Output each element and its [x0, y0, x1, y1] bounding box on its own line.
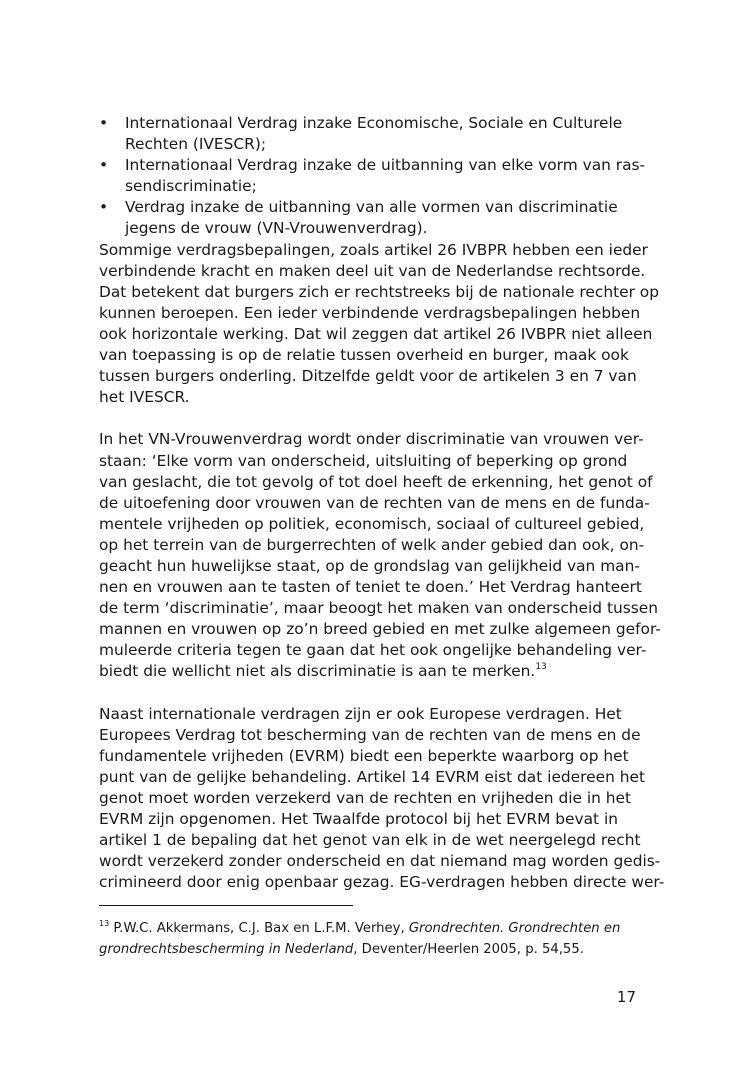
paragraph-line-text: biedt die wellicht niet als discriminatie is aan te merken. — [99, 662, 536, 681]
page-number: 17 — [616, 988, 636, 1006]
list-item — [99, 197, 639, 239]
footnote-publication: , Deventer/Heerlen 2005, p. 54,55. — [353, 942, 584, 957]
footnote-divider — [99, 905, 353, 906]
paragraph-line: wordt verzekerd zonder onderscheid en dat niemand mag worden gedis- — [99, 852, 661, 871]
bullet-icon: • — [99, 114, 109, 132]
paragraph-line: staan: ‘Elke vorm van onderscheid, uitsluiting of beperking op grond — [99, 451, 628, 470]
paragraph-line: van geslacht, die tot gevolg of tot doel heeft de erkenning, het genot of — [99, 472, 653, 491]
footnote-title-continued: grondrechtsbescherming in Nederland — [99, 942, 354, 957]
paragraph-line: verbindende kracht en maken deel uit van de Nederlandse rechtsorde. — [99, 261, 646, 280]
paragraph-line: mannen en vrouwen op zo’n breed gebied en met zulke algemeen gefor- — [99, 620, 661, 639]
paragraph-line: Dat betekent dat burgers zich er rechtstreeks bij de nationale rechter op — [99, 282, 659, 301]
paragraph-line: fundamentele vrijheden (EVRM) biedt een beperkte waarborg op het — [99, 746, 629, 765]
paragraph-line: In het VN-Vrouwenverdrag wordt onder discriminatie van vrouwen ver- — [99, 430, 644, 449]
paragraph-line: de uitoefening door vrouwen van de rechten van de mens en de funda- — [99, 493, 650, 512]
paragraph-line: crimineerd door enig openbaar gezag. EG-verdragen hebben directe wer- — [99, 873, 665, 892]
paragraph-spacer — [99, 683, 639, 704]
list-item-line: jegens de vrouw (VN-Vrouwenverdrag). — [125, 219, 428, 238]
page-body — [99, 113, 665, 893]
paragraph-spacer — [99, 408, 639, 429]
paragraph-european-treaties — [99, 704, 665, 894]
paragraph-line: Naast internationale verdragen zijn er ook Europese verdragen. Het — [99, 704, 622, 723]
footnote-authors: P.W.C. Akkermans, C.J. Bax en L.F.M. Verhey, — [109, 921, 409, 936]
footnote-number: 13 — [99, 918, 110, 928]
paragraph-line: EVRM zijn opgenomen. Het Twaalfde protocol bij het EVRM bevat in — [99, 810, 618, 829]
footnote — [99, 918, 639, 960]
footnote-line — [99, 939, 639, 960]
list-item-line: sendiscriminatie; — [125, 177, 257, 196]
bullet-icon: • — [99, 156, 109, 175]
list-item-line: Rechten (IVESCR); — [125, 135, 267, 154]
paragraph-line: ook horizontale werking. Dat wil zeggen dat artikel 26 IVBPR niet alleen — [99, 324, 653, 343]
list-item — [99, 113, 639, 155]
footnote-title: Grondrechten. Grondrechten en — [408, 921, 621, 936]
paragraph-line: genot moet worden verzekerd van de rechten en vrijheden die in het — [99, 789, 632, 807]
paragraph-line: het IVESCR. — [99, 388, 190, 407]
paragraph-line: kunnen beroepen. Een ieder verbindende verdragsbepalingen hebben — [99, 303, 641, 322]
paragraph-line: Europees Verdrag tot bescherming van de rechten van de mens en de — [99, 725, 641, 744]
paragraph-line: de term ‘discriminatie’, maar beoogt het maken van onderscheid tussen — [99, 599, 659, 618]
bullet-list — [99, 113, 646, 240]
footnote-line — [99, 918, 639, 939]
list-item-line: Internationaal Verdrag inzake Economische, Sociale en Culturele — [125, 114, 623, 132]
paragraph-line: muleerde criteria tegen te gaan dat het ook ongelijke behandeling ver- — [99, 641, 647, 660]
paragraph-cedaw-definition — [99, 429, 661, 682]
paragraph-line: tussen burgers onderling. Ditzelfde geldt voor de artikelen 3 en 7 van — [99, 367, 637, 386]
paragraph-line: Sommige verdragsbepalingen, zoals artikel 26 IVBPR hebben een ieder — [99, 240, 648, 259]
paragraph-line: van toepassing is op de relatie tussen overheid en burger, maak ook — [99, 346, 629, 365]
paragraph-line: mentele vrijheden op politiek, economisch, sociaal of cultureel gebied, — [99, 514, 645, 533]
paragraph-line — [99, 661, 639, 682]
paragraph-legal-effect — [99, 240, 659, 409]
footnote-reference[interactable]: 13 — [535, 662, 547, 673]
paragraph-line: punt van de gelijke behandeling. Artikel 14 EVRM eist dat iedereen het — [99, 767, 645, 786]
list-item-line: Verdrag inzake de uitbanning van alle vormen van discriminatie — [125, 198, 618, 217]
paragraph-line: geacht hun huwelijkse staat, op de grondslag van gelijkheid van man- — [99, 556, 640, 575]
paragraph-line: nen en vrouwen aan te tasten of teniet te doen.’ Het Verdrag hanteert — [99, 578, 642, 597]
paragraph-line: op het terrein van de burgerrechten of welk ander gebied dan ook, on- — [99, 535, 645, 554]
bullet-icon: • — [99, 198, 109, 217]
list-item-line: Internationaal Verdrag inzake de uitbanning van elke vorm van ras- — [125, 156, 646, 175]
list-item — [99, 155, 646, 197]
paragraph-line: artikel 1 de bepaling dat het genot van elk in de wet neergelegd recht — [99, 831, 641, 850]
